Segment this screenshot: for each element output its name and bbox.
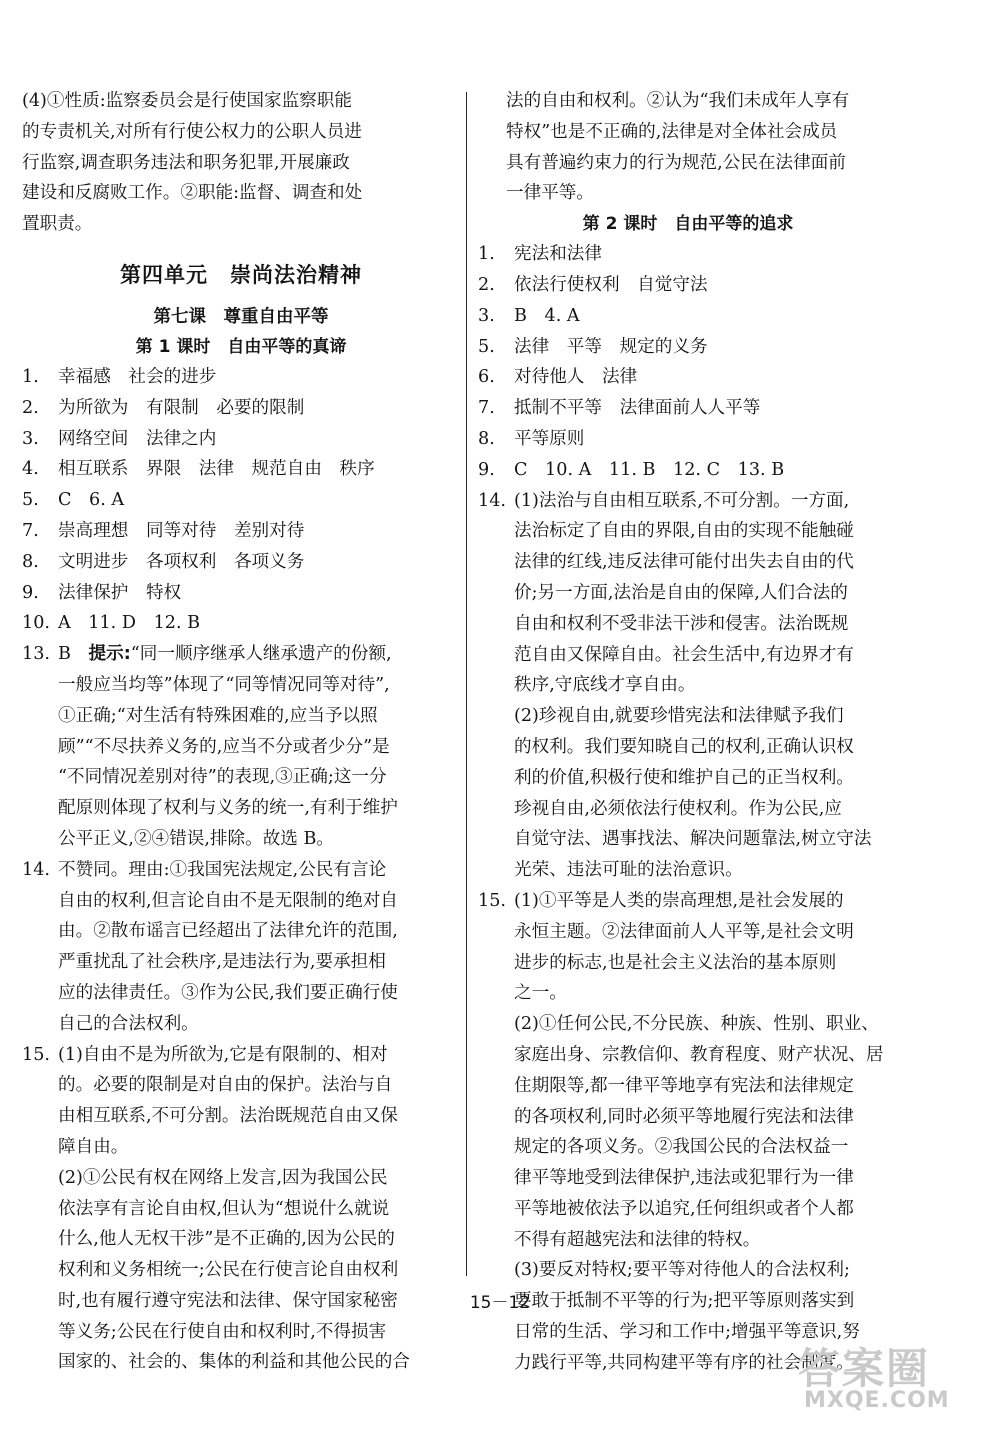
q13-answer: B [58,644,71,665]
q15-text: (1)自由不是为所欲为,它是有限制的、相对 [58,1044,388,1065]
q15-line: (3)要反对特权;要平等对待他人的合法权利; [514,1260,850,1281]
item-number: 14. [478,490,506,511]
answer-item [22,393,460,424]
item-text: 为所欲为 有限制 必要的限制 [58,397,305,418]
item-text: B 4. A [514,305,580,326]
item-text: 依法行使权利 自觉守法 [514,274,708,295]
item-number: 7. [478,398,495,419]
item-number: 1. [22,366,39,387]
q15-line: 时,也有履行遵守宪法和法律、保守国家秘密 [58,1290,398,1311]
continued-line: 具有普遍约束力的行为规范,公民在法律面前 [506,152,846,173]
q15-line: 规定的各项义务。②我国公民的合法权益一 [514,1137,849,1158]
page-number: 15－12 [469,1293,531,1313]
answer-item [478,455,898,486]
q15-line: 要敢于抵制不平等的行为;把平等原则落实到 [514,1291,855,1312]
q13-line: 顾”“不尽扶养义务的,应当不分或者少分”是 [58,736,390,757]
q14-line: 利的价值,积极行使和维护自己的正当权利。 [514,767,854,788]
intro-line: 置职责。 [22,214,93,235]
item-number: 14. [22,859,50,880]
item-number: 4. [22,459,39,480]
q13-text: “同一顺序继承人继承遗产的份额, [130,644,392,665]
answer-item [22,454,460,485]
q13-line: 公平正义,②④错误,排除。故选 B。 [58,828,335,849]
q14-line: 秩序,守底线才享自由。 [514,675,696,696]
answer-item [478,332,898,363]
period-title: 第 1 课时 自由平等的真谛 [135,336,347,357]
q15-line: 等义务;公民在行使自由和权利时,不得损害 [58,1321,387,1342]
answer-item [22,424,460,455]
watermark-text: 答案圈 [798,1344,931,1393]
answer-item [478,424,898,455]
intro-line: 行监察,调查职务违法和职务犯罪,开展廉政 [22,152,350,173]
answer-item [22,578,460,609]
item-text: C 10. A 11. B 12. C 13. B [514,459,785,480]
item-number: 9. [478,459,495,480]
q15-line: 日常的生活、学习和工作中;增强平等意识,努 [514,1322,860,1343]
item-number: 3. [22,428,39,449]
item-number: 9. [22,582,39,603]
q15-line: 依法享有言论自由权,但认为“想说什么就说 [58,1198,390,1219]
question-15-first-line [478,886,898,917]
q14-line: 自由的权利,但言论自由不是无限制的绝对自 [58,890,398,911]
intro-line: 建设和反腐败工作。②职能:监督、调查和处 [22,183,363,204]
item-number: 8. [478,428,495,449]
q14-line: 法律的红线,违反法律可能付出失去自由的代 [514,552,854,573]
q15-line: 力践行平等,共同构建平等有序的社会制度。 [514,1352,854,1373]
period-title: 第 2 课时 自由平等的追求 [582,214,794,235]
q14-line: 自由和权利不受非法干涉和侵害。法治既规 [514,613,849,634]
q14-text: 不赞同。理由:①我国宪法规定,公民有言论 [58,859,387,880]
continued-line: 法的自由和权利。②认为“我们未成年人享有 [506,91,850,111]
left-column [22,86,460,1378]
q14-text: (1)法治与自由相互联系,不可分割。一方面, [514,490,850,511]
right-column [478,86,898,1379]
q14-line: 法治标定了自由的界限,自由的实现不能触碰 [514,521,854,542]
q15-line: 平等地被依法予以追究,任何组织或者个人都 [514,1198,854,1219]
item-number: 15. [22,1044,50,1065]
q14-line: 严重扰乱了社会秩序,是违法行为,要承担相 [58,952,386,973]
intro-line: (4)①性质:监察委员会是行使国家监察职能 [22,91,352,111]
q15-line: (2)①任何公民,不分民族、种族、性别、职业、 [514,1014,879,1035]
q15-line: 住期限等,都一律平等地享有宪法和法律规定 [514,1075,854,1096]
item-number: 6. [478,367,495,388]
q14-line: 应的法律责任。③作为公民,我们要正确行使 [58,982,398,1003]
item-number: 1. [478,244,495,265]
intro-line: 的专责机关,对所有行使公权力的公职人员进 [22,121,362,142]
item-number: 8. [22,551,39,572]
q15-line: 的各项权利,同时必须平等地履行宪法和法律 [514,1106,854,1127]
question-15-first-line [22,1040,460,1071]
q14-line: 的权利。我们要知晓自己的权利,正确认识权 [514,736,854,757]
q15-line: 国家的、社会的、集体的利益和其他公民的合 [58,1352,410,1373]
q15-line: 由相互联系,不可分割。法治既规范自由又保 [58,1106,398,1127]
q15-line: 的。必要的限制是对自由的保护。法治与自 [58,1075,393,1096]
column-divider [466,92,467,1276]
q15-line: 权利和义务相统一;公民在行使言论自由权利 [58,1260,399,1281]
unit-title: 第四单元 崇尚法治精神 [120,262,362,287]
item-text: 宪法和法律 [514,244,602,265]
item-text: 相互联系 界限 法律 规范自由 秩序 [58,459,375,480]
watermark-sub: MXQE.COM [804,1388,950,1413]
item-text: 平等原则 [514,428,585,449]
item-text: 幸福感 社会的进步 [58,366,217,387]
q15-line: 律平等地受到法律保护,违法或犯罪行为一律 [514,1168,854,1189]
question-13-first-line [22,639,460,670]
q14-line: 范自由又保障自由。社会生活中,有边界才有 [514,644,854,665]
item-text: 法律保护 特权 [58,582,182,603]
item-number: 3. [478,305,495,326]
question-14-first-line [478,486,898,517]
q15-line: 不得有超越宪法和法律的特权。 [514,1229,761,1250]
q15-line: 永恒主题。②法律面前人人平等,是社会文明 [514,921,854,942]
answer-item [22,547,460,578]
item-number: 5. [478,336,495,357]
q15-line: 之一。 [514,983,567,1004]
answer-item [22,608,460,639]
item-number: 13. [22,644,50,665]
item-text: 法律 平等 规定的义务 [514,336,708,357]
item-text: 文明进步 各项权利 各项义务 [58,551,305,572]
q14-line: 由。②散布谣言已经超出了法律允许的范围, [58,921,398,942]
answer-item [478,362,898,393]
q15-text: (1)①平等是人类的崇高理想,是社会发展的 [514,890,844,911]
q15-line: 进步的标志,也是社会主义法治的基本原则 [514,952,837,973]
continued-line: 特权”也是不正确的,法律是对全体社会成员 [506,121,838,142]
item-number: 5. [22,490,39,511]
q14-line: 价;另一方面,法治是自由的保障,人们合法的 [514,582,848,603]
item-text: 崇高理想 同等对待 差别对待 [58,520,305,541]
q15-line: 障自由。 [58,1136,129,1157]
answer-item [478,301,898,332]
q13-line: 一般应当均等”体现了“同等情况同等对待”, [58,674,390,695]
answer-item [478,270,898,301]
q14-line: 自己的合法权利。 [58,1013,199,1034]
q13-line: “不同情况差别对待”的表现,③正确;这一分 [58,767,387,788]
q14-line: (2)珍视自由,就要珍惜宪法和法律赋予我们 [514,706,844,727]
lesson-title: 第七课 尊重自由平等 [153,306,329,327]
item-number: 2. [22,397,39,418]
hint-label: 提示: [88,644,131,665]
q13-line: 配原则体现了权利与义务的统一,有利于维护 [58,798,398,819]
item-number: 2. [478,274,495,295]
item-text: 对待他人 法律 [514,367,638,388]
answer-item [478,393,898,424]
item-text: A 11. D 12. B [58,613,201,634]
q15-line: (2)①公民有权在网络上发言,因为我国公民 [58,1167,388,1188]
item-text: 抵制不平等 法律面前人人平等 [514,398,761,419]
question-14-first-line [22,855,460,886]
answer-item [22,485,460,516]
continued-line: 一律平等。 [506,183,594,204]
answer-item [22,516,460,547]
item-text: C 6. A [58,490,125,511]
answer-item [478,239,898,270]
q13-line: ①正确;“对生活有特殊困难的,应当予以照 [58,705,378,726]
item-number: 10. [22,613,50,634]
q14-line: 自觉守法、遇事找法、解决问题靠法,树立守法 [514,829,872,850]
item-number: 7. [22,520,39,541]
watermark-logo [798,1328,978,1420]
item-text: 网络空间 法律之内 [58,428,217,449]
q14-line: 光荣、违法可耻的法治意识。 [514,860,743,881]
q15-line: 什么,他人无权干涉”是不正确的,因为公民的 [58,1229,395,1250]
q14-line: 珍视自由,必须依法行使权利。作为公民,应 [514,798,842,819]
item-number: 15. [478,890,506,911]
answer-item [22,362,460,393]
q15-line: 家庭出身、宗教信仰、教育程度、财产状况、居 [514,1044,884,1065]
